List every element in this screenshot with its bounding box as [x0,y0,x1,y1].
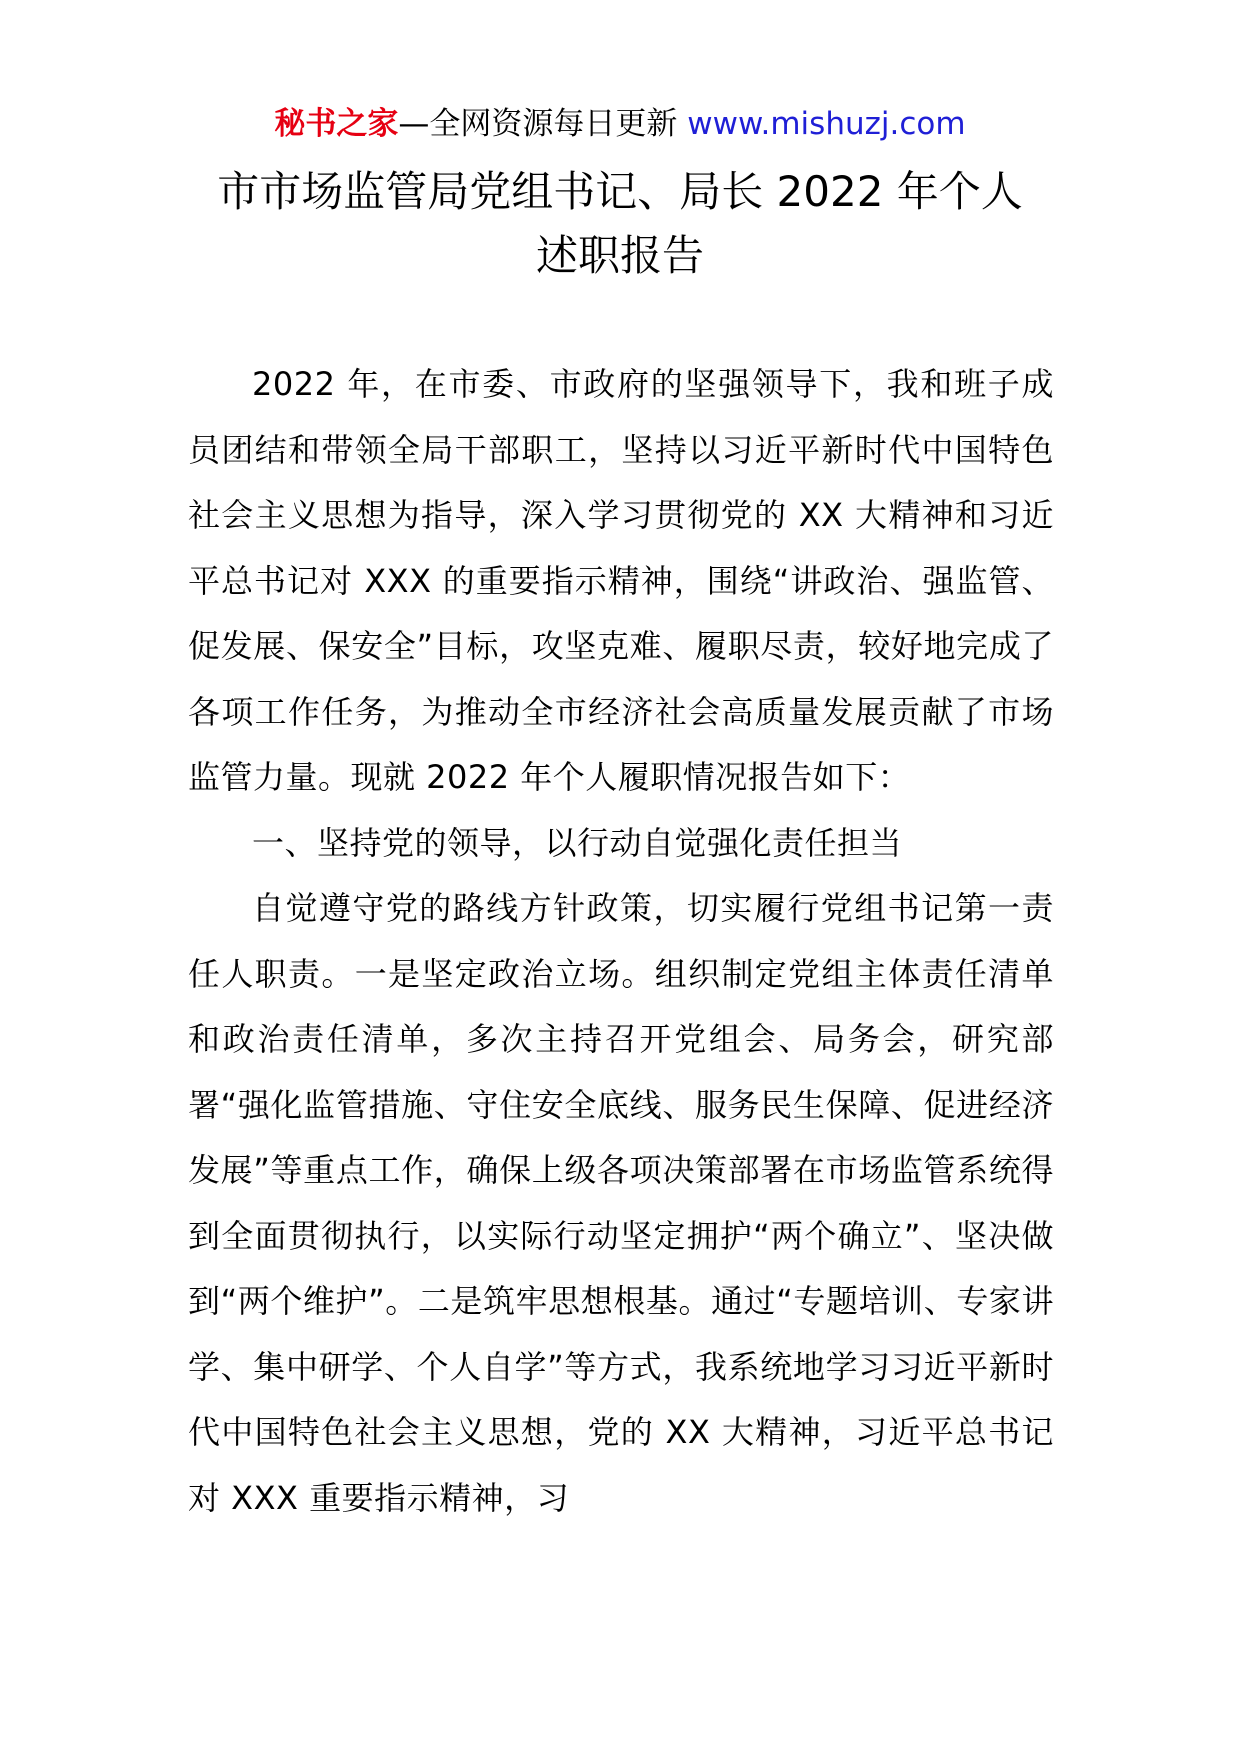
section-1-paragraph: 自觉遵守党的路线方针政策，切实履行党组书记第一责任人职责。一是坚定政治立场。组织制定党组主体责任清单和政治责任清单，多次主持召开党组会、局务会，研究部署“强化监管措施、守住安全底线、服务民生保障、促进经济发展”等重点工作，确保上级各项决策部署在市场监管系统得到全面贯彻执行，以实际行动坚定拥护“两个确立”、坚决做到“两个维护”。二是筑牢思想根基。通过“专题培训、专家讲学、集中研学、个人自学”等方式，我系统地学习习近平新时代中国特色社会主义思想，党的 XX 大精神，习近平总书记对 XXX 重要指示精神，习 [188,889,1054,1517]
site-url[interactable]: www.mishuzj.com [687,106,966,142]
document-body [188,352,1054,1531]
title-line-2: 述职报告 [535,231,704,280]
title-line-1: 市市场监管局党组书记、局长 2022 年个人 [217,167,1023,216]
site-banner [0,100,1240,148]
section-heading-1: 一、坚持党的领导，以行动自觉强化责任担当 [252,823,903,862]
document-title [160,160,1080,288]
intro-paragraph: 2022 年，在市委、市政府的坚强领导下，我和班子成员团结和带领全局干部职工，坚持以习近平新时代中国特色社会主义思想为指导，深入学习贯彻党的 XX 大精神和习近平总书记对 XXX 的重要指示精神，围绕“讲政治、强监管、促发展、保安全”目标，攻坚克难、履职尽责，较好地完成了各项工作任务，为推动全市经济社会高质量发展贡献了市场监管力量。现就 2022 年个人履职情况报告如下： [188,365,1054,796]
brand-name: 秘书之家 [274,106,399,142]
banner-tagline: —全网资源每日更新 [398,106,688,142]
